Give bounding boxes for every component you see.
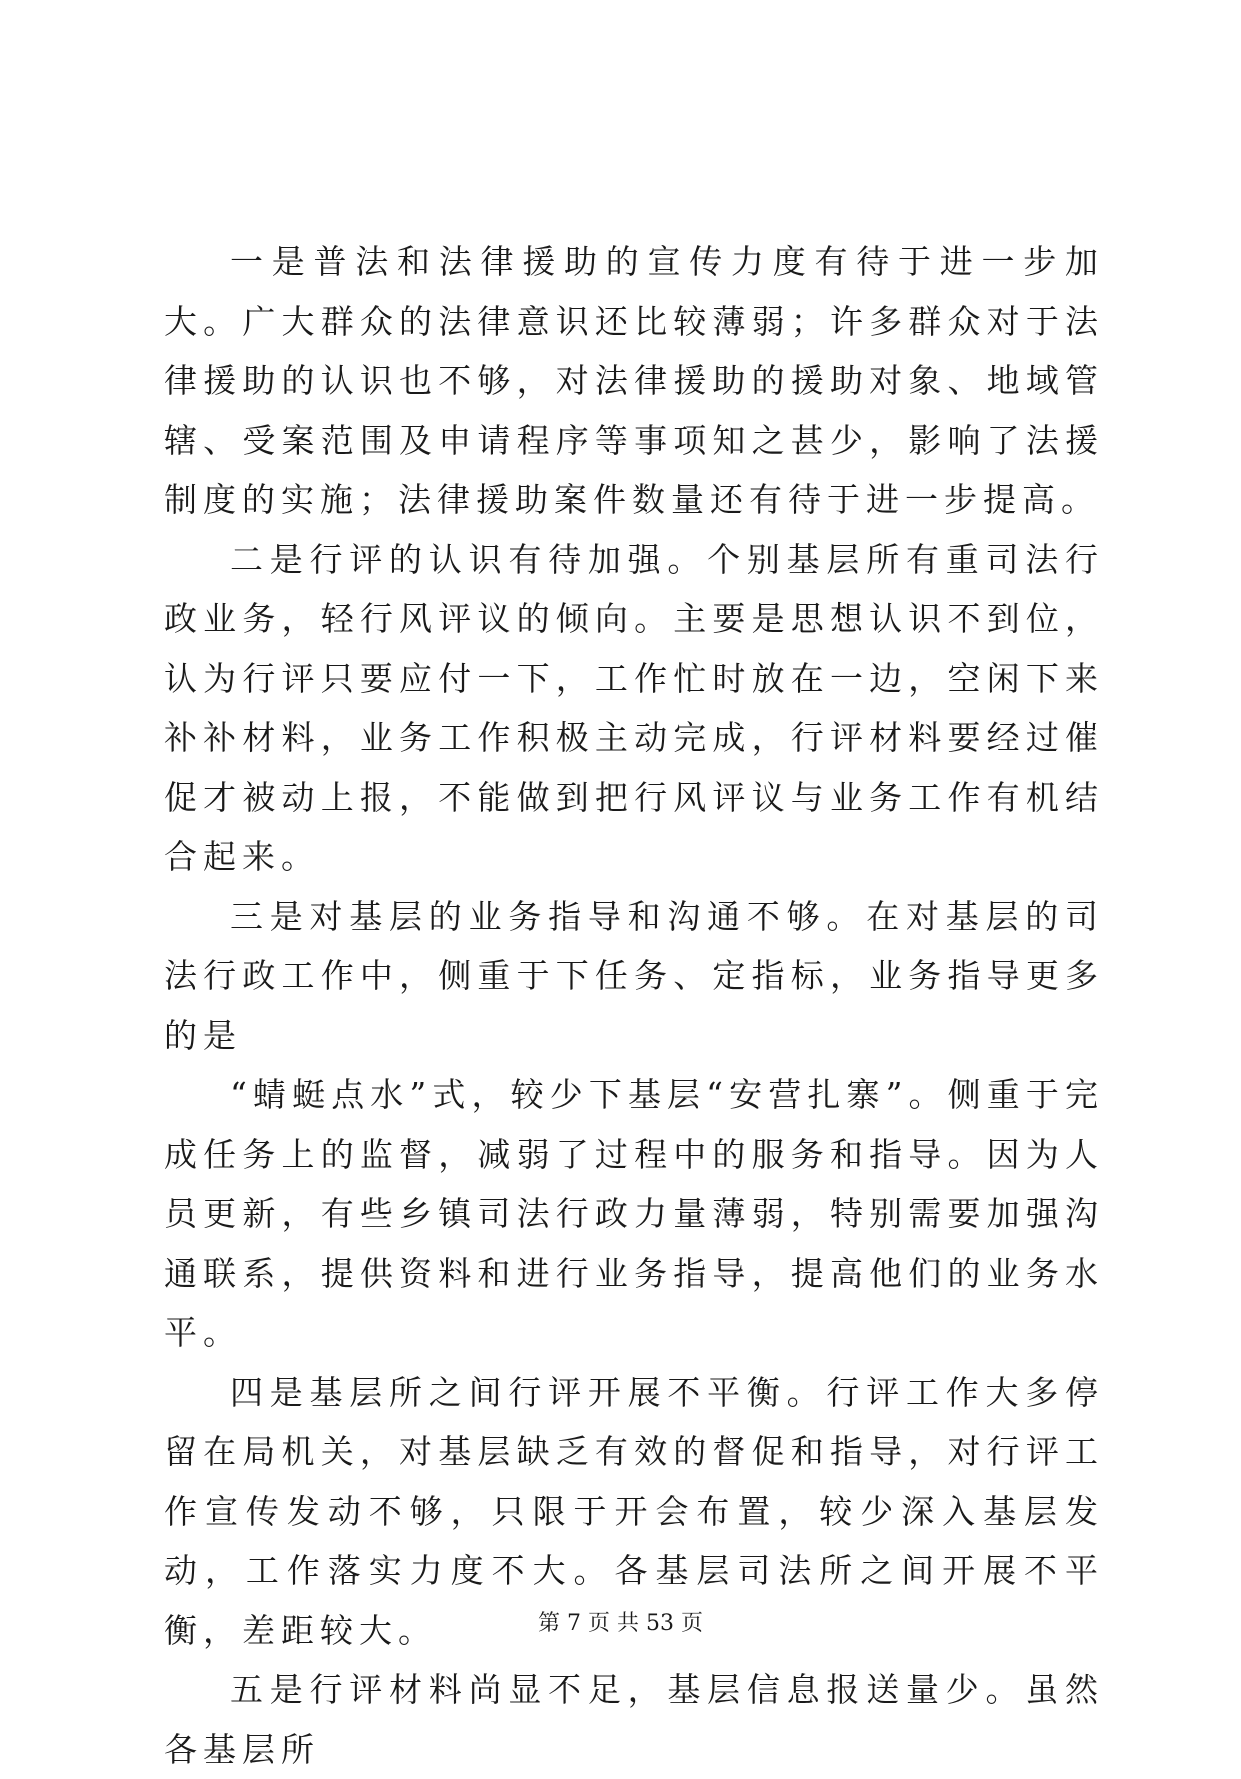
paragraph-6: 五是行评材料尚显不足，基层信息报送量少。虽然各基层所 [164,1670,1104,1769]
paragraph-3: 三是对基层的业务指导和沟通不够。在对基层的司法行政工作中，侧重于下任务、定指标，业务指导更多的是 [164,896,1104,1055]
page-footer: 第 7 页 共 53 页 [538,1611,703,1636]
paragraph-4: “蜻蜓点水”式，较少下基层“安营扎寨”。侧重于完成任务上的监督，减弱了过程中的服务和指导。因为人员更新，有些乡镇司法行政力量薄弱，特别需要加强沟通联系，提供资料和进行业务指导，提高他们的业务水平。 [164,1075,1104,1352]
paragraph-2: 二是行评的认识有待加强。个别基层所有重司法行政业务，轻行风评议的倾向。主要是思想认识不到位，认为行评只要应付一下，工作忙时放在一边，空闲下来补补材料，业务工作积极主动完成，行评材料要经过催促才被动上报，不能做到把行风评议与业务工作有机结合起来。 [164,539,1104,876]
document-body [164,232,1104,1779]
paragraph-5: 四是基层所之间行评开展不平衡。行评工作大多停留在局机关，对基层缺乏有效的督促和指导，对行评工作宣传发动不够，只限于开会布置，较少深入基层发动，工作落实力度不大。各基层司法所之间开展不平衡，差距较大。 [164,1372,1104,1650]
paragraph-1: 一是普法和法律援助的宣传力度有待于进一步加大。广大群众的法律意识还比较薄弱；许多群众对于法律援助的认识也不够，对法律援助的援助对象、地域管辖、受案范围及申请程序等事项知之甚少，影响了法援制度的实施；法律援助案件数量还有待于进一步提高。 [164,242,1104,519]
